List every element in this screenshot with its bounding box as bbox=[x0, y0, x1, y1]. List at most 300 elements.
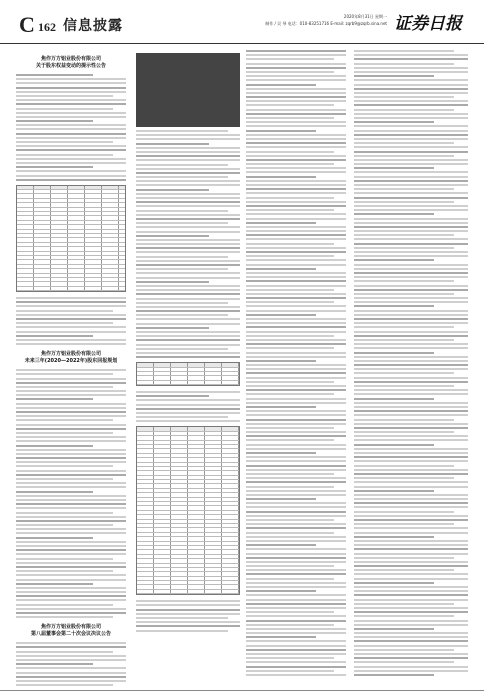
text-line bbox=[16, 78, 126, 80]
text-line bbox=[246, 590, 316, 592]
text-line bbox=[136, 395, 209, 397]
announcement-subtitle-2: 未来三年(2020—2022年)股东回报规划 bbox=[24, 358, 118, 365]
text-line bbox=[136, 222, 228, 224]
text-line bbox=[354, 645, 468, 647]
text-line bbox=[246, 620, 346, 622]
text-line bbox=[354, 130, 468, 132]
text-line bbox=[16, 612, 126, 614]
text-line bbox=[246, 234, 346, 236]
text-line bbox=[16, 482, 126, 484]
text-line bbox=[354, 171, 468, 173]
text-line bbox=[136, 256, 228, 258]
text-line bbox=[246, 314, 316, 316]
text-line bbox=[354, 368, 468, 370]
section-title: 信息披露 bbox=[63, 18, 123, 34]
text-line bbox=[246, 435, 346, 437]
text-line bbox=[246, 469, 346, 471]
text-line bbox=[16, 651, 113, 653]
text-line bbox=[354, 197, 468, 199]
text-line bbox=[16, 445, 93, 447]
text-line bbox=[16, 545, 126, 547]
text-line bbox=[136, 193, 240, 195]
text-line bbox=[136, 399, 240, 401]
text-line bbox=[16, 179, 126, 181]
text-line bbox=[354, 113, 468, 115]
text-line bbox=[354, 230, 468, 232]
text-line bbox=[246, 640, 346, 642]
text-line bbox=[246, 58, 334, 60]
text-line bbox=[136, 210, 228, 212]
text-line bbox=[246, 251, 346, 253]
text-line bbox=[246, 134, 346, 136]
text-line bbox=[136, 314, 228, 316]
announcement-2 bbox=[16, 351, 126, 365]
text-line bbox=[136, 197, 240, 199]
text-line bbox=[16, 579, 126, 581]
text-line bbox=[354, 305, 434, 307]
text-line bbox=[136, 277, 240, 279]
text-line bbox=[136, 339, 240, 341]
text-line bbox=[354, 402, 468, 404]
text-line bbox=[354, 477, 454, 479]
text-line bbox=[354, 490, 434, 492]
table-row bbox=[137, 590, 239, 594]
text-line bbox=[354, 205, 468, 207]
text-line bbox=[354, 188, 454, 190]
text-line bbox=[246, 197, 334, 199]
text-line bbox=[16, 604, 113, 606]
text-line bbox=[246, 532, 334, 534]
text-line bbox=[246, 553, 346, 555]
text-line bbox=[16, 116, 126, 118]
text-line bbox=[354, 163, 468, 165]
announcement-1 bbox=[16, 56, 126, 70]
text-line bbox=[246, 410, 346, 412]
text-line bbox=[16, 587, 126, 589]
text-line bbox=[246, 423, 346, 425]
text-line bbox=[354, 151, 468, 153]
text-line bbox=[136, 272, 240, 274]
text-line bbox=[16, 314, 126, 316]
text-line bbox=[246, 280, 346, 282]
text-line bbox=[16, 558, 113, 560]
text-line bbox=[246, 439, 334, 441]
text-line bbox=[136, 260, 240, 262]
text-line bbox=[354, 465, 454, 467]
text-line bbox=[246, 427, 334, 429]
shareholding-table bbox=[16, 185, 126, 292]
text-line bbox=[354, 536, 434, 538]
text-line bbox=[16, 95, 113, 97]
text-line bbox=[354, 79, 468, 81]
text-line bbox=[246, 297, 346, 299]
text-line bbox=[354, 314, 468, 316]
text-line bbox=[354, 506, 468, 508]
text-line bbox=[354, 666, 468, 668]
text-line bbox=[354, 548, 468, 550]
contact-line: 制作 / 吴 琴 电话：010-83251716 E-mail: zqrb9@zqrb.sina.net bbox=[265, 21, 387, 26]
text-line bbox=[246, 209, 334, 211]
text-line bbox=[246, 79, 346, 81]
text-line bbox=[246, 385, 346, 387]
text-line bbox=[16, 419, 113, 421]
text-line bbox=[246, 71, 334, 73]
text-line bbox=[16, 428, 126, 430]
text-line bbox=[246, 88, 346, 90]
text-line bbox=[136, 147, 240, 149]
text-line bbox=[136, 159, 240, 161]
text-line bbox=[246, 661, 346, 663]
text-line bbox=[246, 360, 316, 362]
text-line bbox=[354, 259, 434, 261]
text-line bbox=[354, 289, 468, 291]
text-line bbox=[354, 243, 468, 245]
text-line bbox=[354, 117, 468, 119]
text-line bbox=[16, 301, 126, 303]
text-line bbox=[246, 402, 346, 404]
text-line bbox=[16, 655, 126, 657]
text-line bbox=[246, 331, 346, 333]
text-line bbox=[354, 343, 468, 345]
text-line bbox=[246, 523, 346, 525]
text-line bbox=[354, 364, 468, 366]
text-line bbox=[246, 456, 346, 458]
text-line bbox=[354, 586, 468, 588]
text-line bbox=[246, 536, 346, 538]
text-line bbox=[246, 406, 316, 408]
text-line bbox=[16, 486, 126, 488]
text-line bbox=[16, 369, 126, 371]
text-line bbox=[136, 289, 240, 291]
text-line bbox=[16, 108, 113, 110]
text-line bbox=[16, 87, 126, 89]
text-line bbox=[246, 335, 334, 337]
text-line bbox=[354, 632, 468, 634]
text-line bbox=[16, 470, 126, 472]
large-table bbox=[136, 426, 240, 595]
text-line bbox=[16, 318, 126, 320]
text-line bbox=[16, 390, 126, 392]
text-line bbox=[16, 373, 113, 375]
text-line bbox=[246, 465, 346, 467]
text-line bbox=[354, 439, 468, 441]
text-line bbox=[136, 218, 240, 220]
text-line bbox=[246, 117, 334, 119]
text-line bbox=[354, 532, 468, 534]
text-line bbox=[136, 420, 240, 422]
text-line bbox=[354, 611, 468, 613]
text-line bbox=[354, 431, 454, 433]
text-line bbox=[246, 414, 346, 416]
text-line bbox=[246, 222, 316, 224]
text-line bbox=[354, 607, 468, 609]
text-line bbox=[246, 176, 316, 178]
section-letter: C bbox=[19, 12, 35, 37]
text-line bbox=[246, 527, 346, 529]
text-line bbox=[354, 603, 454, 605]
text-line bbox=[16, 128, 126, 130]
text-line bbox=[246, 138, 346, 140]
text-line bbox=[136, 151, 240, 153]
text-line bbox=[354, 255, 468, 257]
text-line bbox=[354, 515, 468, 517]
text-line bbox=[354, 192, 468, 194]
text-line bbox=[136, 130, 228, 132]
table-row bbox=[137, 381, 239, 385]
text-line bbox=[136, 205, 240, 207]
text-line bbox=[136, 251, 240, 253]
text-line bbox=[246, 84, 316, 86]
text-line bbox=[354, 159, 468, 161]
text-line bbox=[354, 125, 468, 127]
table-row bbox=[17, 287, 125, 291]
text-line bbox=[246, 301, 334, 303]
text-line bbox=[354, 251, 468, 253]
text-line bbox=[136, 293, 240, 295]
text-line bbox=[16, 449, 126, 451]
text-line bbox=[354, 561, 468, 563]
text-line bbox=[246, 285, 346, 287]
text-line bbox=[136, 404, 240, 406]
text-line bbox=[246, 582, 346, 584]
text-line bbox=[354, 414, 468, 416]
text-line bbox=[246, 347, 334, 349]
announcement-title-1: 焦作万方铝业股份有限公司 bbox=[40, 56, 101, 62]
text-line bbox=[246, 184, 346, 186]
text-line bbox=[16, 398, 93, 400]
text-line bbox=[354, 620, 468, 622]
text-line bbox=[354, 146, 468, 148]
page-header bbox=[0, 0, 484, 44]
text-line bbox=[354, 573, 468, 575]
text-line bbox=[16, 528, 126, 530]
text-line bbox=[246, 540, 346, 542]
text-line bbox=[136, 391, 240, 393]
text-line bbox=[246, 151, 334, 153]
text-line bbox=[354, 63, 454, 65]
text-line bbox=[246, 557, 346, 559]
text-line bbox=[136, 189, 209, 191]
text-line bbox=[354, 473, 468, 475]
text-line bbox=[354, 352, 434, 354]
text-line bbox=[354, 519, 468, 521]
text-line bbox=[246, 498, 316, 500]
text-line bbox=[136, 231, 240, 233]
text-line bbox=[16, 537, 93, 539]
text-line bbox=[354, 393, 468, 395]
text-line bbox=[136, 239, 240, 241]
text-line bbox=[354, 339, 454, 341]
text-line bbox=[16, 378, 126, 380]
text-line bbox=[246, 477, 346, 479]
text-line bbox=[16, 436, 126, 438]
text-line bbox=[354, 565, 468, 567]
text-line bbox=[16, 305, 126, 307]
text-line bbox=[246, 473, 334, 475]
text-line bbox=[246, 393, 334, 395]
text-line bbox=[246, 130, 316, 132]
text-line bbox=[246, 515, 346, 517]
text-line bbox=[246, 389, 346, 391]
text-line bbox=[354, 222, 468, 224]
text-line bbox=[354, 218, 468, 220]
text-line bbox=[246, 594, 346, 596]
text-line bbox=[16, 532, 126, 534]
text-line bbox=[16, 112, 126, 114]
text-line bbox=[246, 460, 346, 462]
text-line bbox=[354, 109, 454, 111]
text-line bbox=[16, 684, 113, 686]
text-line bbox=[354, 297, 468, 299]
text-line bbox=[246, 448, 346, 450]
text-line bbox=[16, 394, 126, 396]
text-line bbox=[136, 298, 240, 300]
text-line bbox=[136, 630, 228, 632]
text-line bbox=[246, 569, 346, 571]
text-line bbox=[354, 578, 468, 580]
text-line bbox=[16, 646, 126, 648]
text-line bbox=[354, 331, 468, 333]
text-line bbox=[16, 162, 126, 164]
text-line bbox=[246, 92, 346, 94]
text-line bbox=[354, 184, 468, 186]
text-line bbox=[354, 452, 468, 454]
text-line bbox=[354, 201, 454, 203]
text-line bbox=[246, 670, 334, 672]
text-line bbox=[136, 168, 240, 170]
text-line bbox=[354, 398, 434, 400]
text-line bbox=[354, 653, 468, 655]
text-line bbox=[246, 226, 346, 228]
text-line bbox=[246, 511, 346, 513]
text-line bbox=[354, 247, 454, 249]
text-line bbox=[354, 544, 468, 546]
text-line bbox=[246, 624, 334, 626]
text-line bbox=[16, 616, 113, 618]
text-line bbox=[354, 494, 468, 496]
text-line bbox=[354, 335, 468, 337]
text-line bbox=[354, 615, 454, 617]
text-line bbox=[246, 238, 346, 240]
text-line bbox=[246, 486, 334, 488]
text-line bbox=[246, 444, 346, 446]
text-line bbox=[246, 666, 346, 668]
announcement-title-2: 焦作万方铝业股份有限公司 bbox=[40, 351, 101, 358]
text-line bbox=[136, 264, 240, 266]
text-line bbox=[246, 192, 346, 194]
text-line bbox=[16, 495, 126, 497]
text-line bbox=[354, 180, 468, 182]
text-line bbox=[16, 82, 126, 84]
text-line bbox=[246, 310, 346, 312]
text-line bbox=[246, 544, 316, 546]
text-line bbox=[354, 456, 468, 458]
text-line bbox=[136, 155, 240, 157]
text-line bbox=[354, 636, 468, 638]
column-3 bbox=[246, 50, 346, 688]
text-line bbox=[246, 636, 316, 638]
text-line bbox=[246, 213, 346, 215]
text-line bbox=[16, 343, 126, 345]
text-line bbox=[354, 628, 434, 630]
text-line bbox=[354, 347, 468, 349]
text-line bbox=[246, 356, 346, 358]
text-line bbox=[246, 305, 346, 307]
text-line bbox=[16, 520, 126, 522]
text-line bbox=[136, 184, 240, 186]
text-line bbox=[354, 498, 468, 500]
text-line bbox=[246, 565, 334, 567]
text-line bbox=[16, 591, 126, 593]
text-line bbox=[16, 411, 126, 413]
text-line bbox=[354, 444, 434, 446]
text-line bbox=[246, 561, 346, 563]
text-line bbox=[246, 243, 334, 245]
text-line bbox=[136, 268, 228, 270]
text-line bbox=[16, 474, 126, 476]
text-line bbox=[136, 416, 228, 418]
text-line bbox=[16, 99, 126, 101]
text-line bbox=[16, 465, 113, 467]
text-line bbox=[136, 356, 240, 358]
text-line bbox=[354, 285, 468, 287]
text-line bbox=[136, 302, 228, 304]
text-line bbox=[16, 297, 126, 299]
page-number: 162 bbox=[38, 20, 56, 34]
text-line bbox=[354, 419, 454, 421]
text-line bbox=[246, 381, 334, 383]
text-line bbox=[136, 143, 209, 145]
text-line bbox=[16, 326, 126, 328]
text-line bbox=[246, 632, 346, 634]
text-line bbox=[246, 506, 346, 508]
text-line bbox=[246, 649, 346, 651]
text-line bbox=[16, 608, 126, 610]
text-line bbox=[16, 516, 126, 518]
text-line bbox=[354, 557, 454, 559]
text-line bbox=[246, 63, 346, 65]
text-line bbox=[16, 574, 126, 576]
text-line bbox=[16, 599, 126, 601]
text-line bbox=[354, 423, 468, 425]
text-line bbox=[136, 335, 240, 337]
text-line bbox=[136, 327, 209, 329]
text-line bbox=[354, 502, 468, 504]
text-line bbox=[16, 145, 126, 147]
text-line bbox=[246, 398, 346, 400]
text-line bbox=[354, 640, 468, 642]
text-line bbox=[354, 590, 468, 592]
text-line bbox=[136, 344, 240, 346]
text-line bbox=[246, 167, 346, 169]
text-line bbox=[246, 364, 346, 366]
text-line bbox=[354, 381, 468, 383]
text-line bbox=[354, 326, 454, 328]
text-line bbox=[246, 125, 346, 127]
text-line bbox=[16, 676, 126, 678]
text-line bbox=[354, 674, 434, 676]
text-line bbox=[16, 124, 126, 126]
column-2 bbox=[136, 50, 240, 688]
text-line bbox=[16, 524, 113, 526]
header-meta bbox=[237, 13, 387, 27]
text-line bbox=[246, 230, 346, 232]
text-line bbox=[16, 322, 113, 324]
text-line bbox=[246, 100, 346, 102]
text-line bbox=[136, 214, 240, 216]
text-line bbox=[16, 74, 93, 76]
text-line bbox=[246, 326, 346, 328]
